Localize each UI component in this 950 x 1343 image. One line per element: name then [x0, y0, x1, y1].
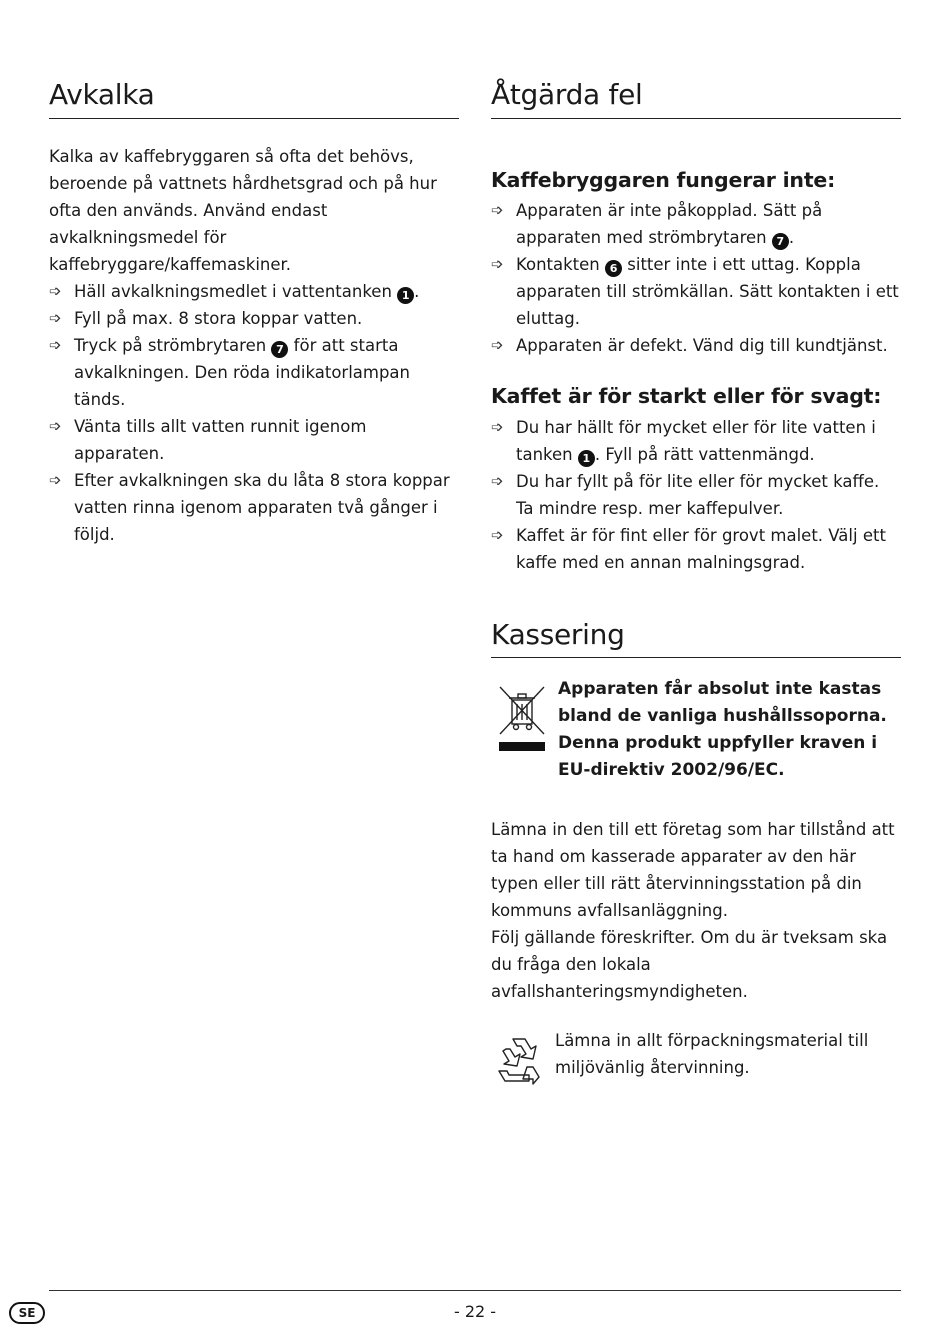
recycle-notice [491, 1033, 901, 1093]
list-item [491, 251, 901, 332]
recycle-icon [493, 1035, 547, 1091]
arrow-right-icon: ➩ [49, 281, 62, 300]
list-item [491, 468, 901, 522]
arrow-right-icon: ➩ [491, 336, 504, 355]
fungerar-inte-list [491, 197, 901, 359]
arrow-right-icon: ➩ [49, 335, 62, 354]
avkalka-intro: Kalka av kaffebryggaren så ofta det behövs, beroende på vattnets hårdhetsgrad och på hur ofta den används. Använd endast avkalkningsmedel för kaffebryggare/kaffemaskiner. [49, 146, 437, 274]
part-number-badge: 1 [397, 287, 414, 304]
list-item [49, 413, 459, 467]
heading-atgarda-fel: Åtgärda fel [491, 78, 901, 119]
subheading-fungerar-inte: Kaffebryggaren fungerar inte: [491, 167, 836, 192]
list-item-text: Efter avkalkningen ska du låta 8 stora koppar vatten rinna igenom apparaten två gånger i följd. [74, 470, 450, 544]
list-item-text: Du har hällt för mycket eller för lite vatten i tanken [516, 417, 876, 464]
starkt-svagt-list [491, 414, 901, 576]
part-number-badge: 6 [605, 260, 622, 277]
section-avkalka [49, 78, 459, 548]
list-item-text: Apparaten är inte påkopplad. Sätt på apparaten med strömbrytaren [516, 201, 823, 248]
list-item [491, 522, 901, 576]
list-item-text: Häll avkalkningsmedlet i vattentanken [74, 281, 398, 301]
weee-text: Apparaten får absolut inte kastas bland de vanliga hushållssoporna. Denna produkt uppfyller kraven i EU-direktiv 2002/96/EC. [558, 679, 887, 781]
list-item-text: . [414, 281, 420, 301]
heading-avkalka: Avkalka [49, 78, 459, 119]
section-atgarda-fel [491, 78, 901, 1093]
avkalka-steps [49, 278, 459, 548]
list-item-text: Kaffet är för fint eller för grovt malet. Välj ett kaffe med en annan malningsgrad. [516, 525, 886, 572]
part-number-badge: 1 [578, 450, 595, 467]
weee-notice [491, 680, 901, 792]
list-item-text: . Fyll på rätt vattenmängd. [594, 444, 815, 464]
crossed-bin-icon [497, 684, 547, 756]
list-item [49, 305, 459, 332]
part-number-badge: 7 [772, 233, 789, 250]
list-item [491, 332, 901, 359]
list-item [491, 197, 901, 251]
list-item-text: för att starta avkalkningen. Den röda indikatorlampan tänds. [74, 335, 411, 409]
list-item-text: Du har fyllt på för lite eller för mycket kaffe. Ta mindre resp. mer kaffepulver. [516, 471, 880, 518]
list-item-text: sitter inte i ett uttag. Koppla apparaten till strömkällan. Sätt kontakten i ett eluttag. [516, 255, 899, 329]
list-item [491, 414, 901, 468]
list-item [49, 332, 459, 413]
disposal-paragraph-1: Lämna in den till ett företag som har tillstånd att ta hand om kasserade apparater av den här typen eller till rätt återvinningsstation på din kommuns avfallsanläggning. [491, 820, 895, 921]
list-item-text: Apparaten är defekt. Vänd dig till kundtjänst. [516, 336, 888, 356]
list-item-text: Tryck på strömbrytaren [74, 335, 272, 355]
arrow-right-icon: ➩ [49, 308, 62, 327]
list-item-text: . [788, 228, 795, 248]
subheading-starkt-svagt: Kaffet är för starkt eller för svagt: [491, 384, 882, 409]
arrow-right-icon: ➩ [49, 470, 62, 489]
recycle-text: Lämna in allt förpackningsmaterial till miljövänlig återvinning. [555, 1031, 869, 1078]
footer-divider [49, 1290, 901, 1291]
disposal-paragraph-2: Följ gällande föreskrifter. Om du är tveksam ska du fråga den lokala avfallshanteringsmyndigheten. [491, 928, 888, 1002]
list-item [49, 467, 459, 548]
list-item [49, 278, 459, 305]
arrow-right-icon: ➩ [491, 255, 504, 274]
list-item-text: Vänta tills allt vatten runnit igenom apparaten. [74, 416, 367, 463]
arrow-right-icon: ➩ [491, 525, 504, 544]
language-badge: SE [9, 1302, 45, 1324]
arrow-right-icon: ➩ [49, 416, 62, 435]
page-number: - 22 - [453, 1302, 497, 1321]
list-item-text: Fyll på max. 8 stora koppar vatten. [74, 308, 363, 328]
heading-kassering: Kassering [491, 618, 901, 659]
arrow-right-icon: ➩ [491, 201, 504, 220]
list-item-text: Kontakten [516, 255, 606, 275]
arrow-right-icon: ➩ [491, 471, 504, 490]
arrow-right-icon: ➩ [491, 417, 504, 436]
part-number-badge: 7 [271, 341, 288, 358]
